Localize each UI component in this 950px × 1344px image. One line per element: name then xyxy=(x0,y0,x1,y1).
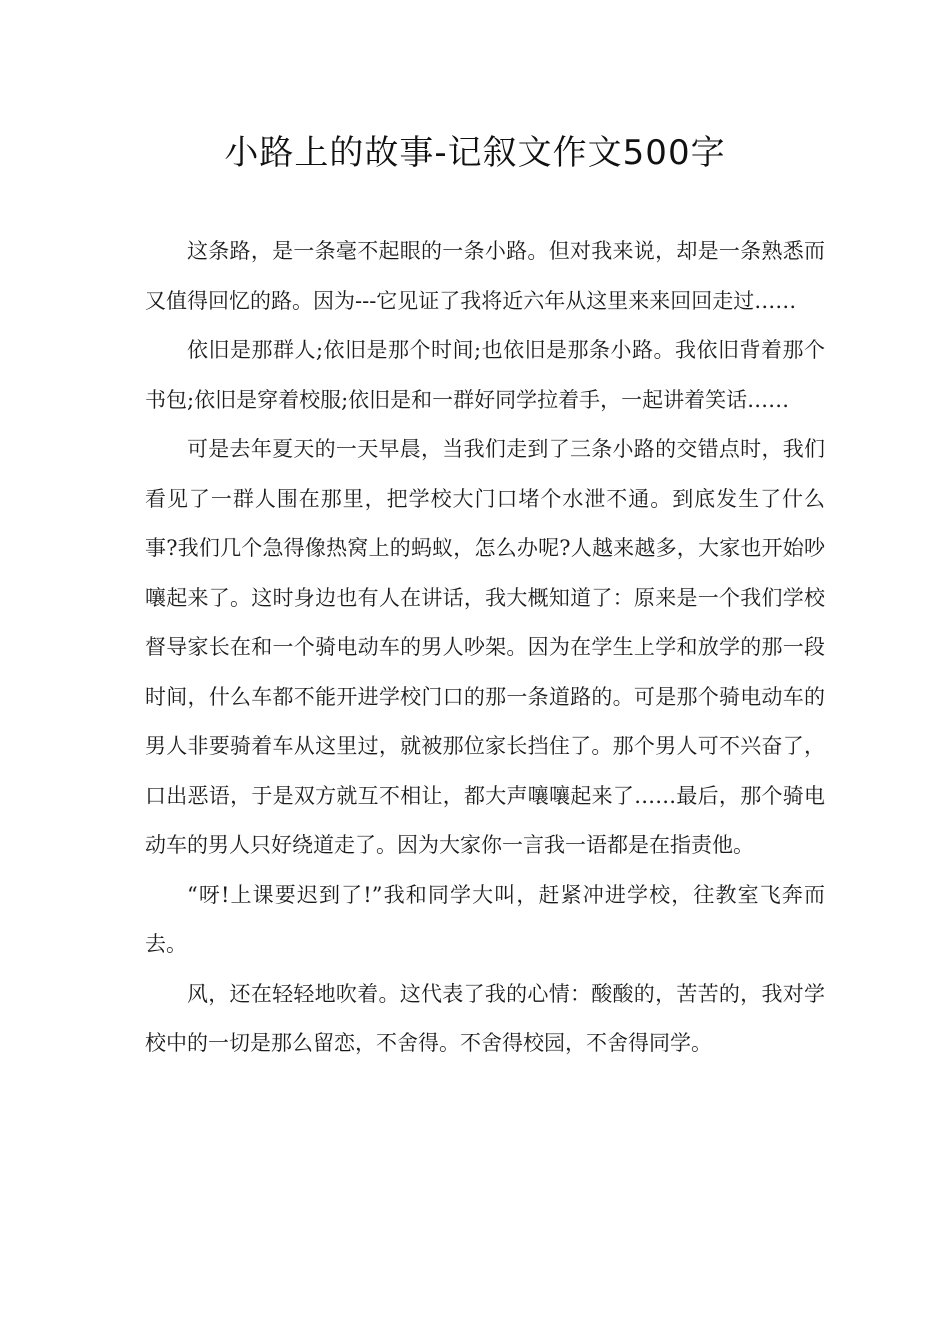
article-body xyxy=(145,227,825,1069)
paragraph-3: 可是去年夏天的一天早晨，当我们走到了三条小路的交错点时，我们看见了一群人围在那里，把学校大门口堵个水泄不通。到底发生了什么事?我们几个急得像热窝上的蚂蚁，怎么办呢?人越来越多，大家也开始吵嚷起来了。这时身边也有人在讲话，我大概知道了：原来是一个我们学校督导家长在和一个骑电动车的男人吵架。因为在学生上学和放学的那一段时间，什么车都不能开进学校门口的那一条道路的。可是那个骑电动车的男人非要骑着车从这里过，就被那位家长挡住了。那个男人可不兴奋了，口出恶语，于是双方就互不相让，都大声嚷嚷起来了……最后，那个骑电动车的男人只好绕道走了。因为大家你一言我一语都是在指责他。 xyxy=(145,437,825,857)
paragraph-4: “呀!上课要迟到了!”我和同学大叫，赶紧冲进学校，往教室飞奔而去。 xyxy=(145,882,825,956)
paragraph-5: 风，还在轻轻地吹着。这代表了我的心情：酸酸的，苦苦的，我对学校中的一切是那么留恋，不舍得。不舍得校园，不舍得同学。 xyxy=(145,981,825,1055)
page-title: 小路上的故事-记叙文作文500字 xyxy=(224,133,726,173)
paragraph-1: 这条路，是一条毫不起眼的一条小路。但对我来说，却是一条熟悉而又值得回忆的路。因为---它见证了我将近六年从这里来来回回走过…… xyxy=(145,239,825,313)
paragraph-2: 依旧是那群人;依旧是那个时间;也依旧是那条小路。我依旧背着那个书包;依旧是穿着校服;依旧是和一群好同学拉着手，一起讲着笑话…… xyxy=(145,338,825,412)
